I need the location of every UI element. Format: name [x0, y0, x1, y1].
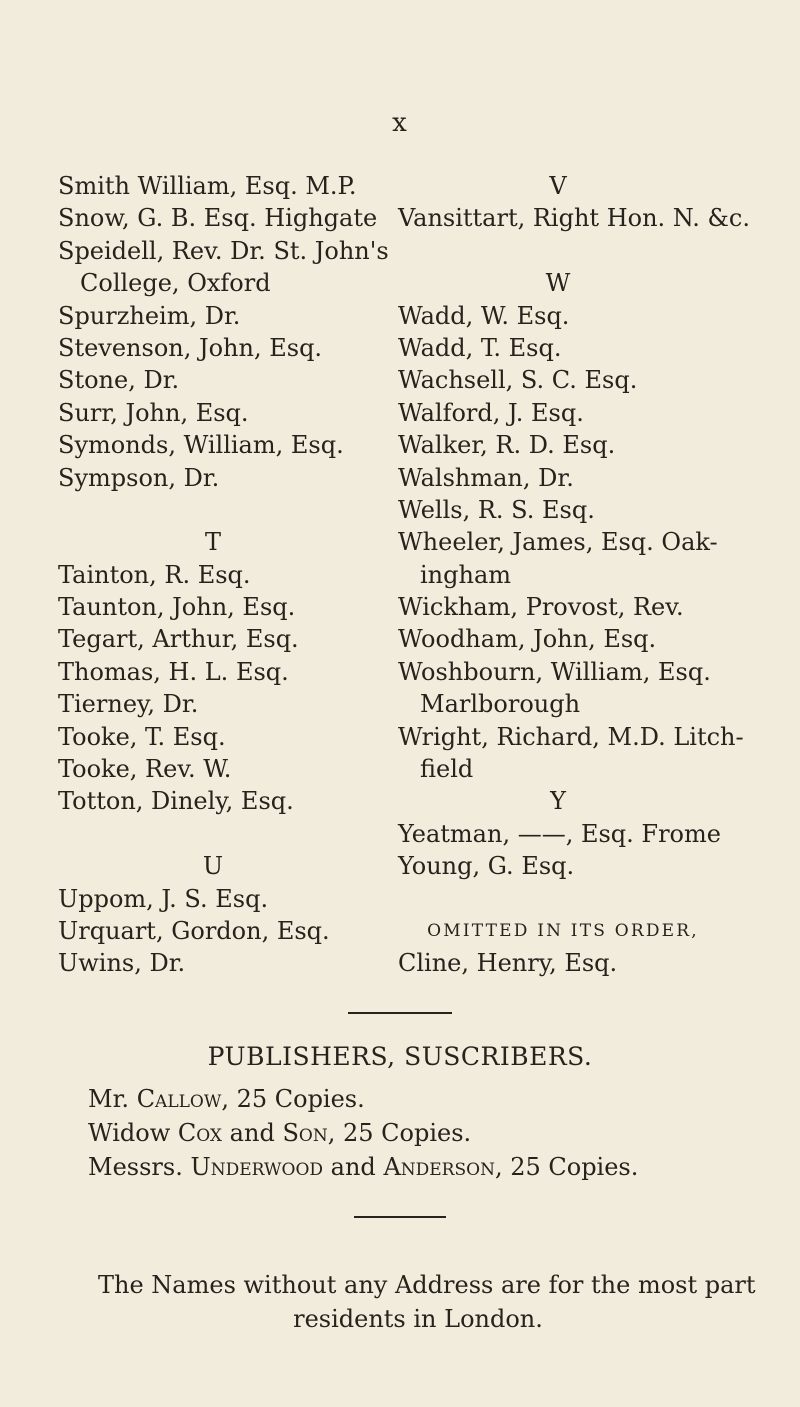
- list-item: Spurzheim, Dr.: [58, 301, 241, 330]
- list-item: Woodham, John, Esq.: [398, 625, 657, 654]
- list-item: Wickham, Provost, Rev.: [398, 593, 684, 622]
- list-item: Tainton, R. Esq.: [58, 560, 251, 589]
- list-item: Smith William, Esq. M.P.: [58, 172, 357, 200]
- list-item-continuation: Marlborough: [420, 690, 581, 719]
- list-item: Yeatman, ——, Esq. Frome: [398, 819, 721, 848]
- list-item: Wright, Richard, M.D. Litch-: [398, 722, 744, 751]
- list-item: Tooke, T. Esq.: [58, 722, 226, 751]
- list-item-continuation: field: [420, 755, 474, 784]
- entry-conjunction: and: [330, 1153, 376, 1181]
- list-item: Taunton, John, Esq.: [58, 593, 296, 622]
- section-letter-y: Y: [550, 787, 566, 816]
- publisher-name: Callow: [136, 1085, 222, 1113]
- list-item: Wheeler, James, Esq. Oak-: [398, 528, 718, 557]
- list-item: Totton, Dinely, Esq.: [58, 787, 294, 816]
- list-item: Thomas, H. L. Esq.: [58, 657, 289, 686]
- page-number: x: [392, 108, 408, 138]
- list-item: Uppom, J. S. Esq.: [58, 884, 269, 913]
- list-item: Snow, G. B. Esq. Highgate: [58, 204, 378, 233]
- list-item: Wadd, T. Esq.: [398, 333, 562, 362]
- list-item: Walford, J. Esq.: [398, 398, 584, 427]
- publisher-name: Son: [282, 1119, 328, 1147]
- entry-conjunction: and: [229, 1119, 275, 1147]
- publisher-name: Cox: [177, 1119, 223, 1147]
- publisher-name: Underwood: [190, 1153, 324, 1181]
- footnote-line: residents in London.: [293, 1305, 543, 1333]
- list-item-continuation: College, Oxford: [80, 269, 271, 298]
- entry-prefix: Mr.: [88, 1085, 130, 1113]
- publisher-entry: [88, 1116, 638, 1150]
- publisher-entry: [88, 1150, 638, 1184]
- entry-suffix: , 25 Copies.: [494, 1153, 639, 1181]
- list-item: Woshbourn, William, Esq.: [398, 657, 711, 686]
- entry-suffix: , 25 Copies.: [221, 1085, 365, 1113]
- publishers-heading: PUBLISHERS, SUSCRIBERS.: [207, 1042, 593, 1071]
- list-item: Walshman, Dr.: [398, 463, 574, 492]
- entry-prefix: Widow: [88, 1119, 171, 1147]
- list-item: Tooke, Rev. W.: [58, 755, 232, 784]
- publisher-name: Anderson: [383, 1153, 495, 1181]
- list-item: Symonds, William, Esq.: [58, 431, 344, 460]
- publisher-entry: [88, 1082, 638, 1116]
- section-letter-v: V: [549, 172, 567, 200]
- list-item: Speidell, Rev. Dr. St. John's: [58, 236, 389, 265]
- list-item: Wells, R. S. Esq.: [398, 495, 595, 524]
- divider-rule: [348, 1012, 452, 1014]
- list-item: Cline, Henry, Esq.: [398, 949, 618, 978]
- entry-suffix: , 25 Copies.: [327, 1119, 472, 1147]
- list-item: Sympson, Dr.: [58, 463, 220, 492]
- list-item: Stone, Dr.: [58, 366, 180, 395]
- section-letter-u: U: [202, 852, 224, 881]
- list-item: Vansittart, Right Hon. N. &c.: [398, 204, 750, 233]
- left-column: [58, 170, 398, 980]
- list-item: Urquart, Gordon, Esq.: [58, 916, 330, 945]
- list-item: Young, G. Esq.: [398, 852, 575, 881]
- list-item: Tegart, Arthur, Esq.: [58, 625, 299, 654]
- list-item: Uwins, Dr.: [58, 949, 186, 978]
- footnote: [98, 1268, 756, 1336]
- list-item: Stevenson, John, Esq.: [58, 333, 323, 362]
- list-item-continuation: ingham: [420, 560, 512, 589]
- omitted-heading: OMITTED IN ITS ORDER,: [427, 920, 699, 941]
- right-column: [398, 170, 750, 980]
- list-item: Wachsell, S. C. Esq.: [398, 366, 638, 395]
- footnote-line: The Names without any Address are for the most part: [98, 1271, 756, 1299]
- divider-rule: [354, 1216, 446, 1218]
- entry-prefix: Messrs.: [88, 1153, 183, 1181]
- list-item: Tierney, Dr.: [58, 690, 199, 719]
- list-item: Walker, R. D. Esq.: [398, 431, 616, 460]
- section-letter-w: W: [545, 269, 571, 298]
- section-letter-t: T: [204, 528, 221, 557]
- publishers-list: [88, 1082, 638, 1184]
- list-item: Wadd, W. Esq.: [398, 301, 570, 330]
- list-item: Surr, John, Esq.: [58, 398, 249, 427]
